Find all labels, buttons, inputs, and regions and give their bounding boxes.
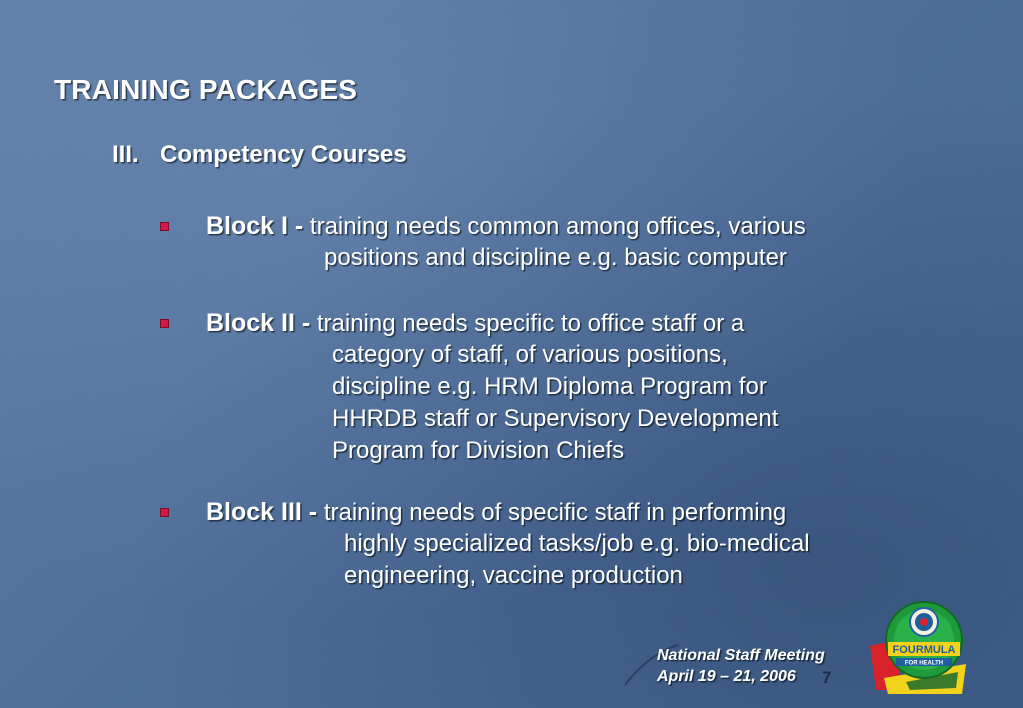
logo-wordmark: FOURMULA: [892, 644, 956, 656]
block-line: Program for Division Chiefs: [332, 437, 625, 464]
footer-dates: April 19 – 21, 2006: [657, 668, 796, 685]
page-number: 7: [822, 668, 832, 687]
slide-title: TRAINING PACKAGES: [54, 74, 358, 105]
fourmula-for-health-logo-icon: [866, 598, 976, 696]
block-line: training needs of specific staff in performing: [323, 499, 787, 526]
footer-event: National Staff Meeting: [657, 647, 825, 664]
block-line: positions and discipline e.g. basic computer: [324, 244, 787, 271]
logo-tagline: FOR HEALTH: [904, 660, 944, 667]
bullet-icon: [160, 319, 169, 328]
block-line: highly specialized tasks/job e.g. bio-medical: [344, 530, 810, 557]
footer: [657, 645, 825, 687]
section-heading-text: Competency Courses: [160, 141, 407, 168]
section-numeral: III.: [112, 141, 139, 168]
bullet-icon: [160, 508, 169, 517]
block-line: engineering, vaccine production: [344, 562, 683, 589]
block-label: Block III -: [206, 498, 318, 526]
block-label: Block I -: [206, 212, 304, 240]
section-heading: [112, 141, 407, 169]
bullet-icon: [160, 222, 169, 231]
block-label: Block II -: [206, 309, 311, 337]
block-line: training needs common among offices, various: [309, 213, 806, 240]
block-line: category of staff, of various positions,: [332, 341, 728, 368]
block-line: HHRDB staff or Supervisory Development: [332, 405, 779, 432]
block-line: discipline e.g. HRM Diploma Program for: [332, 373, 767, 400]
block-line: training needs specific to office staff or a: [316, 310, 745, 337]
